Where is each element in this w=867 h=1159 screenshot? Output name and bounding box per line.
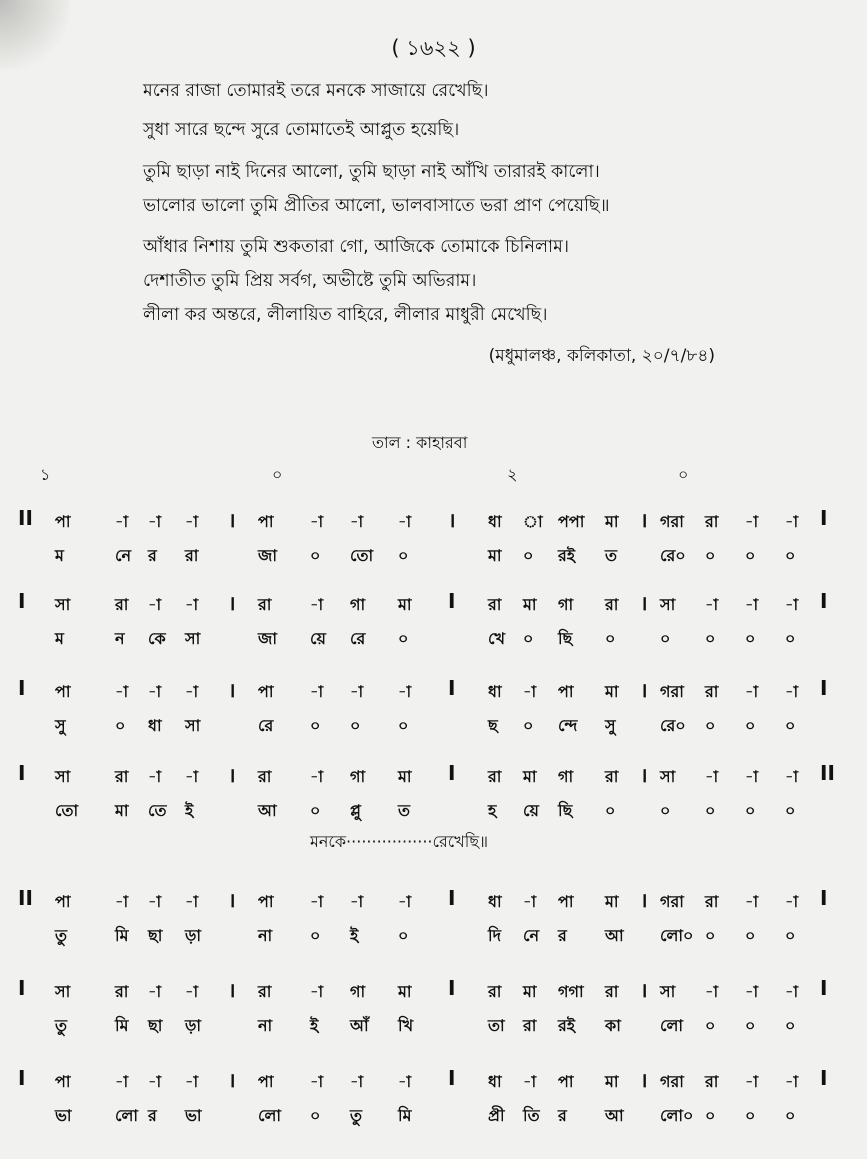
swara-note: গরা [660, 682, 684, 701]
signature: (মধুমালঞ্চ, কলিকাতা, ২০/৭/৮৪) [488, 346, 715, 366]
swara-note: সা [55, 982, 71, 1001]
swara-note: সা [660, 982, 676, 1001]
lyric-syllable: ০ [605, 629, 616, 648]
lyric-syllable: আ [605, 1106, 624, 1125]
lyric-syllable: রে [258, 716, 274, 735]
swara-note: গরা [660, 1072, 684, 1091]
lyric-syllable: প্রী [488, 1106, 505, 1125]
row-bar-mark: I [18, 589, 26, 613]
lyric-syllable: ০ [785, 629, 796, 648]
lyric-syllable: লো [660, 1016, 684, 1035]
lyric-syllable: ০ [705, 1106, 716, 1125]
swara-note: মা [605, 682, 619, 701]
bar-separator: I [448, 676, 456, 700]
swara-note: -া [310, 767, 324, 786]
swara-note: -া [148, 682, 162, 701]
lyric-syllable: ০ [310, 926, 321, 945]
lyric-syllable: জা [258, 629, 277, 648]
bar-separator: । [640, 591, 648, 615]
lyric-syllable: ০ [310, 546, 321, 565]
swara-note: া [523, 512, 543, 531]
lyric-syllable: ০ [310, 1106, 321, 1125]
row-bar-mark: I [18, 1066, 26, 1090]
lyric-syllable: না [258, 926, 273, 945]
swara-note: পপা [558, 512, 585, 531]
swara-note: -া [705, 982, 719, 1001]
lyric-syllable: ড়া [185, 926, 202, 945]
lyric-syllable: ০ [705, 1016, 716, 1035]
swara-note: -া [350, 512, 364, 531]
swara-note: রা [605, 595, 619, 614]
lyric-syllable: লো [115, 1106, 139, 1125]
bar-separator: । [228, 888, 236, 912]
lyric-syllable: ০ [523, 629, 534, 648]
swara-note: রা [705, 682, 719, 701]
lyric-syllable: ম [55, 629, 64, 648]
lyric-syllable: রই [558, 546, 576, 565]
lyric-syllable: লো০ [660, 1106, 694, 1125]
swara-note: -া [115, 682, 129, 701]
swara-note: -া [785, 682, 799, 701]
lyric-syllable: কা [605, 1016, 621, 1035]
bar-separator: । [640, 763, 648, 787]
bar-separator: । [228, 1068, 236, 1092]
lyric-syllable: নে [523, 926, 540, 945]
lyric-syllable: মি [115, 1016, 129, 1035]
lyric-syllable: সা [185, 629, 201, 648]
swara-note: রা [488, 982, 502, 1001]
lyric-syllable: ড়া [185, 1016, 202, 1035]
bar-separator: I [820, 976, 828, 1000]
swara-note: -া [398, 892, 412, 911]
row-bar-mark: I [18, 761, 26, 785]
lyric-syllable: আঁ [350, 1016, 369, 1035]
swara-note: -া [350, 1072, 364, 1091]
swara-note: মা [398, 767, 412, 786]
lyric-syllable: রা [523, 1016, 537, 1035]
lyric-syllable: ধা [148, 716, 162, 735]
swara-note: গগা [558, 982, 584, 1001]
bar-separator: I [448, 589, 456, 613]
lyric-syllable: ০ [523, 546, 534, 565]
lyric-syllable: য়ে [523, 801, 539, 820]
lyric-syllable: ০ [785, 1016, 796, 1035]
lyric-syllable: তি [523, 1106, 540, 1125]
swara-note: -া [148, 595, 162, 614]
beat-mark: ২ [507, 465, 518, 484]
lyric-syllable: সু [605, 716, 616, 735]
bar-separator: I [448, 1066, 456, 1090]
swara-note: -া [785, 512, 799, 531]
lyric-syllable: ০ [705, 716, 716, 735]
beat-mark: ০ [272, 465, 283, 484]
lyric-syllable: ০ [398, 546, 409, 565]
bar-separator: I [820, 676, 828, 700]
swara-note: রা [705, 512, 719, 531]
lyric-syllable: ০ [785, 1106, 796, 1125]
lyric-syllable: ই [185, 801, 194, 820]
swara-note: -া [745, 982, 759, 1001]
swara-note: -া [310, 595, 324, 614]
swara-note: রা [705, 1072, 719, 1091]
swara-note: -া [398, 1072, 412, 1091]
lyric-syllable: ০ [398, 926, 409, 945]
swara-note: রা [705, 892, 719, 911]
lyric-syllable: র [148, 1106, 157, 1125]
swara-note: সা [55, 595, 71, 614]
lyric-syllable: ০ [398, 629, 409, 648]
swara-note: -া [310, 892, 324, 911]
swara-note: -া [705, 595, 719, 614]
swara-note: সা [660, 767, 676, 786]
lyric-line: তুমি ছাড়া নাই দিনের আলো, তুমি ছাড়া নাই আঁখি তারারই কালো। [143, 162, 600, 182]
lyric-syllable: ০ [785, 926, 796, 945]
lyric-syllable: লো [258, 1106, 282, 1125]
swara-note: গা [558, 767, 574, 786]
swara-note: পা [55, 512, 71, 531]
swara-note: পা [55, 1072, 71, 1091]
swara-note: -া [745, 512, 759, 531]
bar-separator: I [448, 761, 456, 785]
bar-separator: । [228, 678, 236, 702]
lyric-syllable: ০ [605, 801, 616, 820]
lyric-syllable: ০ [705, 546, 716, 565]
swara-note: -া [523, 1072, 537, 1091]
swara-note: -া [185, 982, 199, 1001]
swara-note: -া [185, 682, 199, 701]
lyric-syllable: মা [488, 546, 502, 565]
swara-note: মা [523, 982, 537, 1001]
swara-note: -া [785, 767, 799, 786]
lyric-syllable: ০ [745, 1106, 756, 1125]
row-bar-mark: I [18, 976, 26, 1000]
lyric-syllable: তা [488, 1016, 505, 1035]
swara-note: -া [785, 892, 799, 911]
swara-note: -া [745, 682, 759, 701]
swara-note: -া [148, 982, 162, 1001]
swara-note: পা [55, 892, 71, 911]
lyric-syllable: ০ [785, 716, 796, 735]
lyric-syllable: রে [350, 629, 366, 648]
bar-separator: I [820, 886, 828, 910]
lyric-line: লীলা কর অন্তরে, লীলায়িত বাহিরে, লীলার মাধুরী মেখেছি। [143, 305, 548, 325]
swara-note: রা [115, 595, 129, 614]
tala-heading: তাল : কাহারবা [372, 433, 468, 452]
lyric-syllable: ০ [705, 801, 716, 820]
lyric-syllable: ০ [785, 546, 796, 565]
row-bar-mark: II [18, 506, 33, 530]
swara-note: মা [605, 892, 619, 911]
lyric-syllable: ছি [558, 629, 573, 648]
swara-note: সা [55, 767, 71, 786]
lyric-syllable: জা [258, 546, 277, 565]
swara-note: -া [185, 512, 199, 531]
swara-note: মা [398, 982, 412, 1001]
swara-note: -া [350, 892, 364, 911]
bar-separator: । [228, 591, 236, 615]
lyric-syllable: ন্দে [558, 716, 578, 735]
swara-note: -া [523, 682, 537, 701]
bar-separator: । [640, 678, 648, 702]
lyric-syllable: তু [350, 1106, 363, 1125]
swara-note: -া [185, 892, 199, 911]
swara-note: -া [115, 512, 129, 531]
swara-note: গা [350, 767, 366, 786]
swara-note: রা [488, 767, 502, 786]
bar-separator: । [640, 508, 648, 532]
swara-note: গা [558, 595, 574, 614]
lyric-syllable: ০ [660, 801, 671, 820]
bar-separator: I [820, 1066, 828, 1090]
swara-note: পা [258, 512, 274, 531]
swara-note: -া [115, 892, 129, 911]
lyric-syllable: ন [115, 629, 125, 648]
lyric-syllable: লো০ [660, 926, 694, 945]
swara-note: গা [350, 982, 366, 1001]
lyric-syllable: সু [55, 716, 66, 735]
bar-separator: । [640, 978, 648, 1002]
bar-separator: । [228, 508, 236, 532]
lyric-syllable: ভা [55, 1106, 72, 1125]
lyric-syllable: খি [398, 1016, 414, 1035]
bar-separator: । [228, 763, 236, 787]
swara-note: -া [350, 682, 364, 701]
page-number: ( ১৬২২ ) [391, 36, 476, 60]
swara-note: -া [785, 1072, 799, 1091]
bar-separator: I [448, 886, 456, 910]
swara-note: -া [398, 682, 412, 701]
lyric-syllable: ০ [310, 716, 321, 735]
swara-note: রা [258, 595, 272, 614]
lyric-syllable: তো [55, 801, 79, 820]
lyric-syllable: রা [185, 546, 199, 565]
swara-note: গরা [660, 512, 684, 531]
swara-note: -া [785, 982, 799, 1001]
swara-note: মা [605, 1072, 619, 1091]
swara-note: -া [745, 1072, 759, 1091]
lyric-syllable: খে [488, 629, 505, 648]
swara-note: রা [115, 767, 129, 786]
swara-note: রা [115, 982, 129, 1001]
swara-note: মা [605, 512, 619, 531]
lyric-syllable: ০ [745, 1016, 756, 1035]
lyric-syllable: ০ [705, 629, 716, 648]
lyric-syllable: ছ [488, 716, 498, 735]
swara-note: রা [258, 982, 272, 1001]
swara-note: মা [523, 595, 537, 614]
lyric-syllable: ০ [660, 629, 671, 648]
swara-note: পা [258, 1072, 274, 1091]
bar-separator: I [820, 506, 828, 530]
swara-note: পা [258, 682, 274, 701]
swara-note: -া [148, 767, 162, 786]
lyric-syllable: র [558, 1106, 567, 1125]
lyric-syllable: আ [258, 801, 277, 820]
lyric-syllable: না [258, 1016, 273, 1035]
lyric-line: সুধা সারে ছন্দে সুরে তোমাতেই আপ্লুত হয়েছি। [143, 120, 460, 140]
swara-note: -া [115, 1072, 129, 1091]
lyric-syllable: য়ে [310, 629, 326, 648]
lyric-syllable: ত [605, 546, 618, 565]
lyric-syllable: ত [398, 801, 411, 820]
swara-note: ধা [488, 512, 502, 531]
swara-note: রা [488, 595, 502, 614]
swara-note: পা [558, 892, 574, 911]
lyric-syllable: প্লু [350, 801, 361, 820]
lyric-line: ভালোর ভালো তুমি প্রীতির আলো, ভালবাসাতে ভরা প্রাণ পেয়েছি॥ [143, 196, 610, 216]
swara-note: পা [55, 682, 71, 701]
lyric-syllable: কে [148, 629, 166, 648]
lyric-syllable: ০ [310, 801, 321, 820]
swara-note: ধা [488, 1072, 502, 1091]
swara-note: ধা [488, 682, 502, 701]
swara-note: -া [185, 767, 199, 786]
swara-note: মা [398, 595, 412, 614]
lyric-syllable: ছি [558, 801, 573, 820]
lyric-line: মনের রাজা তোমারই তরে মনকে সাজায়ে রেখেছি। [143, 81, 489, 101]
lyric-syllable: ০ [523, 716, 534, 735]
swara-note: রা [258, 767, 272, 786]
lyric-syllable: রই [558, 1016, 576, 1035]
lyric-syllable: ০ [745, 629, 756, 648]
swara-note: -া [745, 892, 759, 911]
swara-note: -া [148, 892, 162, 911]
lyric-syllable: ছা [148, 926, 163, 945]
lyric-syllable: মি [398, 1106, 412, 1125]
swara-note: -া [148, 512, 162, 531]
swara-note: -া [745, 767, 759, 786]
lyric-syllable: ০ [745, 926, 756, 945]
lyric-syllable: মা [115, 801, 129, 820]
row-bar-mark: II [18, 886, 33, 910]
lyric-syllable: ০ [350, 716, 361, 735]
lyric-syllable: ম [55, 546, 64, 565]
swara-note: -া [745, 595, 759, 614]
lyric-syllable: হ [488, 801, 497, 820]
lyric-syllable: সা [185, 716, 201, 735]
bar-separator: । [640, 888, 648, 912]
lyric-syllable: রে০ [660, 546, 686, 565]
lyric-syllable: ভা [185, 1106, 202, 1125]
lyric-syllable: নে [115, 546, 132, 565]
swara-note: গরা [660, 892, 684, 911]
beat-mark: ১ [40, 465, 51, 484]
refrain-line: মনকে·················রেখেছি॥ [310, 832, 489, 851]
swara-note: মা [523, 767, 537, 786]
swara-note: রা [605, 767, 619, 786]
swara-note: -া [310, 682, 324, 701]
swara-note: -া [398, 512, 412, 531]
lyric-syllable: ০ [785, 801, 796, 820]
swara-note: -া [185, 595, 199, 614]
lyric-syllable: রে০ [660, 716, 686, 735]
lyric-syllable: ০ [705, 926, 716, 945]
bar-separator: II [820, 761, 835, 785]
swara-note: গা [350, 595, 366, 614]
swara-note: -া [310, 982, 324, 1001]
lyric-syllable: ছা [148, 1016, 163, 1035]
lyric-syllable: দি [488, 926, 501, 945]
lyric-line: আঁধার নিশায় তুমি শুকতারা গো, আজিকে তোমাকে চিনিলাম। [143, 237, 570, 257]
bar-separator: । [448, 508, 456, 532]
bar-separator: I [820, 589, 828, 613]
lyric-line: দেশাতীত তুমি প্রিয় সর্বগ, অভীষ্টে তুমি অভিরাম। [143, 271, 477, 291]
lyric-syllable: র [558, 926, 567, 945]
swara-note: -া [148, 1072, 162, 1091]
swara-note: পা [558, 1072, 574, 1091]
swara-note: -া [523, 892, 537, 911]
swara-note: রা [605, 982, 619, 1001]
lyric-syllable: তো [350, 546, 374, 565]
lyric-syllable: ই [310, 1016, 319, 1035]
lyric-syllable: মি [115, 926, 129, 945]
lyric-syllable: ই [350, 926, 359, 945]
lyric-syllable: ০ [398, 716, 409, 735]
swara-note: -া [310, 512, 324, 531]
bar-separator: । [228, 978, 236, 1002]
swara-note: -া [310, 1072, 324, 1091]
row-bar-mark: I [18, 676, 26, 700]
lyric-syllable: তু [55, 1016, 68, 1035]
lyric-syllable: তু [55, 926, 68, 945]
lyric-syllable: র [148, 546, 157, 565]
beat-mark: ০ [678, 465, 689, 484]
swara-note: সা [660, 595, 676, 614]
lyric-syllable: ০ [115, 716, 126, 735]
swara-note: ধা [488, 892, 502, 911]
swara-note: পা [258, 892, 274, 911]
swara-note: -া [185, 1072, 199, 1091]
lyric-syllable: আ [605, 926, 624, 945]
swara-note: পা [558, 682, 574, 701]
bar-separator: । [640, 1068, 648, 1092]
lyric-syllable: ০ [745, 546, 756, 565]
bar-separator: I [448, 976, 456, 1000]
swara-note: -া [785, 595, 799, 614]
lyric-syllable: ০ [745, 716, 756, 735]
lyric-syllable: ০ [745, 801, 756, 820]
swara-note: -া [705, 767, 719, 786]
lyric-syllable: তে [148, 801, 167, 820]
